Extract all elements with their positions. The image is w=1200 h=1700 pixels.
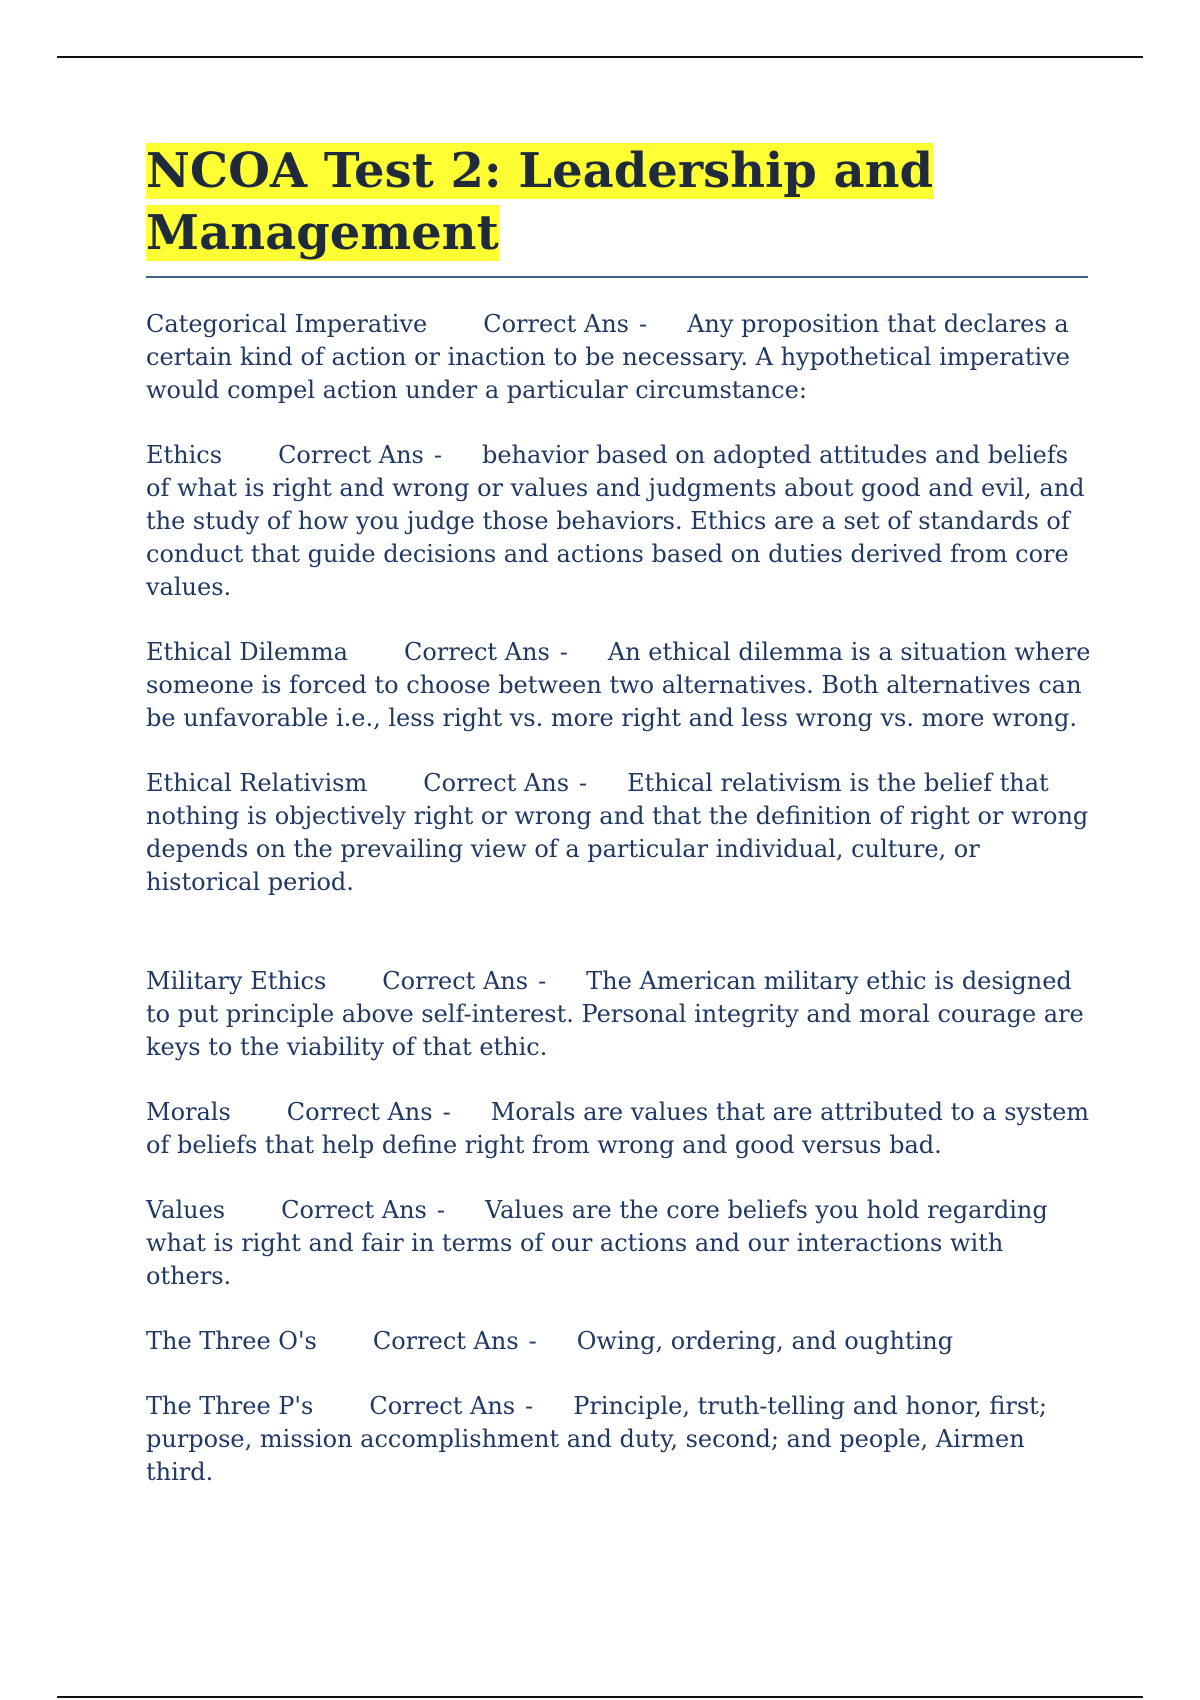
- document-title: [146, 140, 1126, 264]
- entry-term: Values: [146, 1196, 226, 1224]
- entry-term: Morals: [146, 1098, 231, 1126]
- correct-ans-label: Correct Ans: [403, 638, 550, 666]
- separator: -: [436, 1196, 445, 1224]
- entry-term: Categorical Imperative: [146, 310, 428, 338]
- flashcard-list: [146, 308, 1096, 1489]
- flashcard-entry: [146, 1096, 1096, 1162]
- page-bottom-rule: [57, 1696, 1143, 1698]
- correct-ans-label: Correct Ans: [286, 1098, 433, 1126]
- correct-ans-label: Correct Ans: [369, 1392, 516, 1420]
- separator: -: [433, 441, 442, 469]
- title-underline: [146, 276, 1088, 278]
- entry-answer: An ethical dilemma is a situation where someone is forced to choose between two alternatives. Both alternatives can be unfavorable i.e., less right vs. more right and less wrong vs. more wrong.: [146, 638, 1091, 732]
- entry-answer: Values are the core beliefs you hold regarding what is right and fair in terms of our actions and our interactions with others.: [146, 1196, 1048, 1290]
- entry-term: Ethics: [146, 441, 223, 469]
- separator: -: [528, 1327, 537, 1355]
- entry-answer: Ethical relativism is the belief that nothing is objectively right or wrong and that the definition of right or wrong depends on the prevailing view of a particular individual, culture, or historical period.: [146, 769, 1089, 896]
- entry-answer: Any proposition that declares a certain kind of action or inaction to be necessary. A hypothetical imperative would compel action under a particular circumstance:: [146, 310, 1070, 404]
- entry-term: Military Ethics: [146, 967, 327, 995]
- entry-answer: The American military ethic is designed to put principle above self-interest. Personal integrity and moral courage are keys to the viability of that ethic.: [146, 967, 1084, 1061]
- correct-ans-label: Correct Ans: [278, 441, 424, 469]
- flashcard-entry: [146, 308, 1096, 407]
- flashcard-entry: [146, 1390, 1096, 1489]
- separator: -: [559, 638, 568, 666]
- entry-term: The Three O's: [146, 1327, 317, 1355]
- entry-answer: Owing, ordering, and oughting: [576, 1327, 954, 1355]
- correct-ans-label: Correct Ans: [423, 769, 570, 797]
- entry-answer: behavior based on adopted attitudes and beliefs of what is right and wrong or values and judgments about good and evil, and the study of how you judge those behaviors. Ethics are a set of standards of conduct that guide decisions and actions based on duties derived from core values.: [146, 441, 1085, 601]
- entry-answer: Morals are values that are attributed to a system of beliefs that help define right from wrong and good versus bad.: [146, 1098, 1090, 1159]
- correct-ans-label: Correct Ans: [372, 1327, 519, 1355]
- separator: -: [538, 967, 547, 995]
- flashcard-entry: [146, 439, 1096, 604]
- flashcard-entry: [146, 1325, 1096, 1358]
- flashcard-entry: [146, 636, 1096, 735]
- entry-term: Ethical Dilemma: [146, 638, 348, 666]
- correct-ans-label: Correct Ans: [281, 1196, 427, 1224]
- document-title-text: NCOA Test 2: Leadership and Management: [146, 143, 934, 261]
- separator: -: [579, 769, 588, 797]
- entry-answer: Principle, truth-telling and honor, first; purpose, mission accomplishment and duty, second; and people, Airmen third.: [146, 1392, 1047, 1486]
- flashcard-entry: [146, 965, 1096, 1064]
- entry-term: Ethical Relativism: [146, 769, 368, 797]
- separator: -: [525, 1392, 534, 1420]
- correct-ans-label: Correct Ans: [483, 310, 629, 338]
- correct-ans-label: Correct Ans: [382, 967, 529, 995]
- flashcard-entry: [146, 1194, 1096, 1293]
- flashcard-entry: [146, 767, 1096, 899]
- page-top-rule: [57, 56, 1143, 58]
- separator: -: [442, 1098, 451, 1126]
- entry-term: The Three P's: [146, 1392, 314, 1420]
- separator: -: [638, 310, 648, 338]
